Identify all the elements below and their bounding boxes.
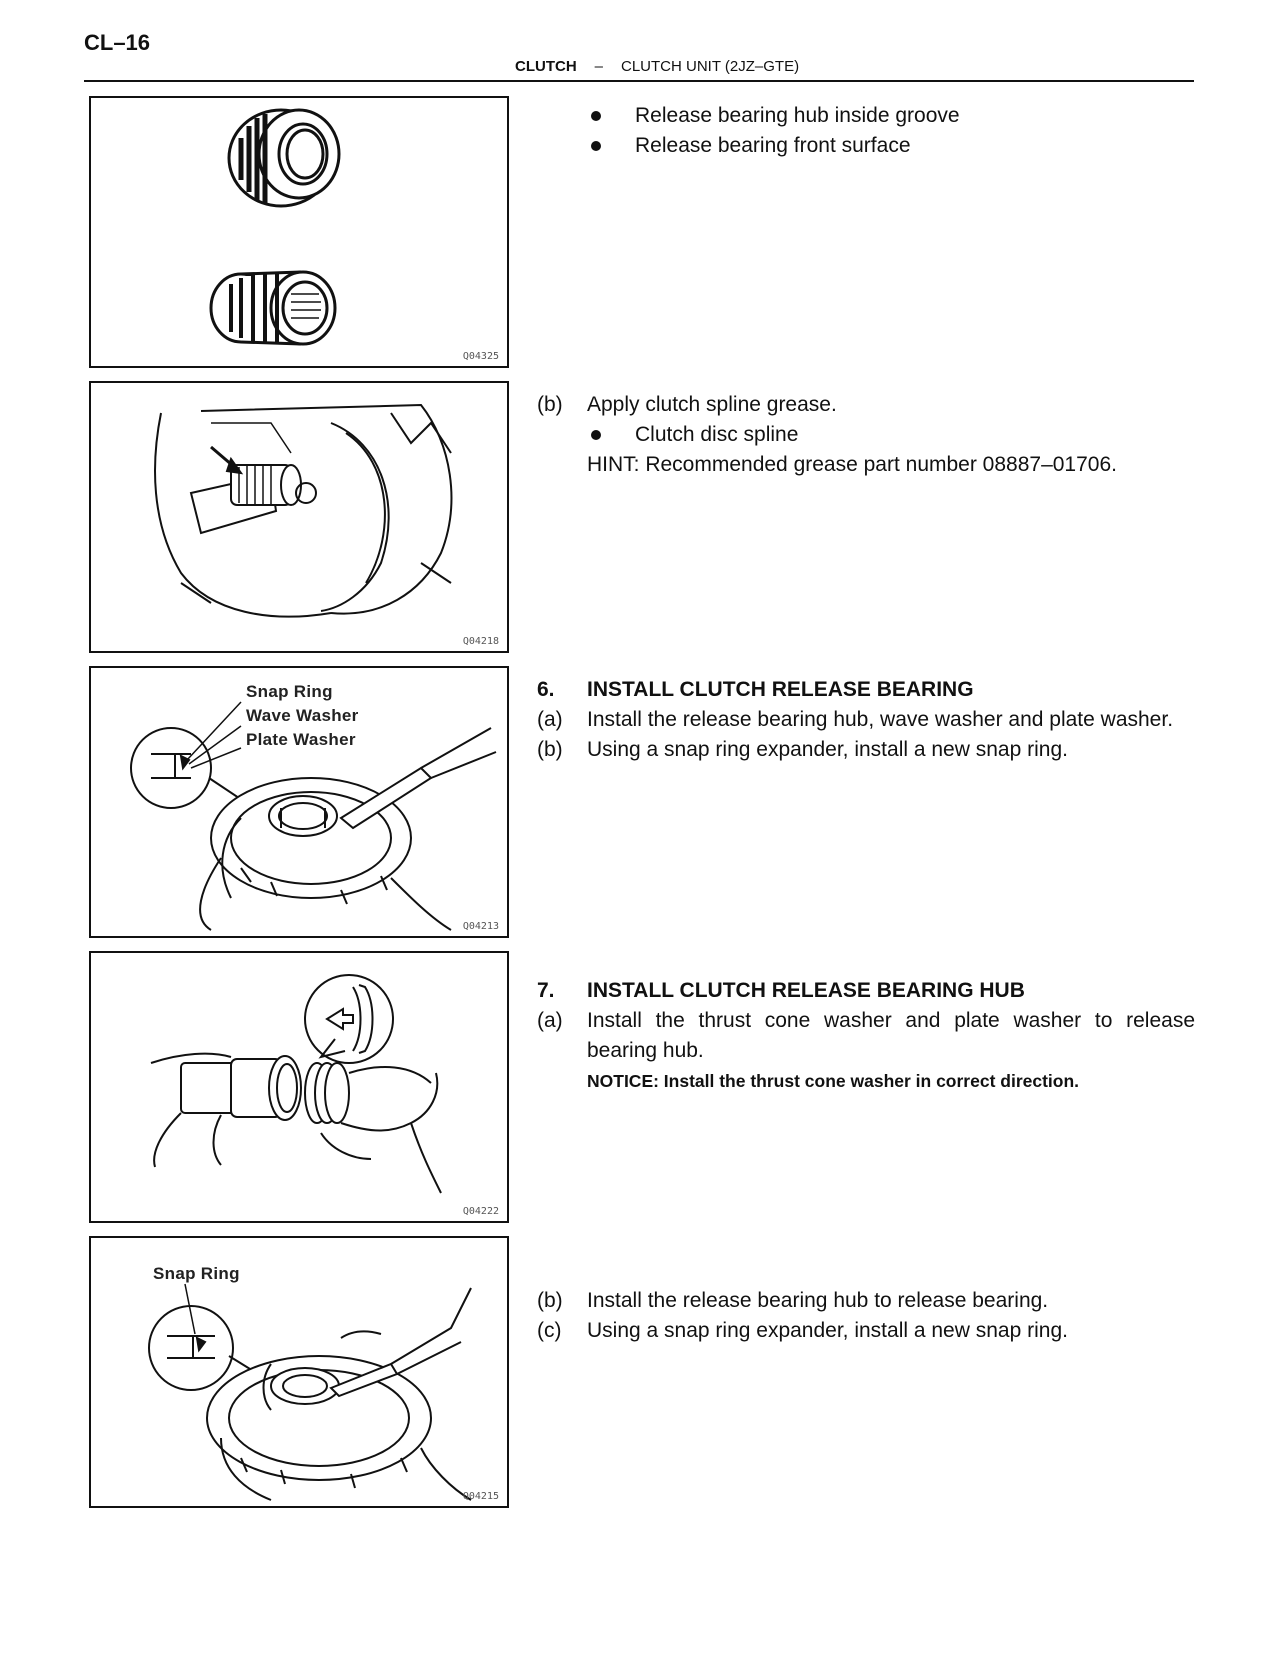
item-marker: (a): [537, 1009, 563, 1032]
instruction-item: [537, 390, 1195, 420]
item-marker: (b): [537, 738, 563, 761]
item-text: Using a snap ring expander, install a new snap ring.: [587, 1319, 1068, 1342]
instruction-item: [537, 705, 1195, 735]
figure-release-bearing-parts: [89, 96, 509, 368]
text-block-hub-install: [537, 1286, 1195, 1346]
figure-code: Q04325: [462, 351, 499, 362]
step-title: INSTALL CLUTCH RELEASE BEARING: [587, 678, 974, 701]
hint-text: HINT: Recommended grease part number 08887–01706.: [587, 453, 1117, 476]
notice-text: NOTICE: Install the thrust cone washer in correct direction.: [587, 1071, 1080, 1091]
step-title: INSTALL CLUTCH RELEASE BEARING HUB: [587, 979, 1025, 1002]
running-header: [515, 58, 799, 75]
instruction-item: [537, 1286, 1195, 1316]
header-section: CLUTCH: [515, 58, 577, 75]
release-bearing-illustration: [91, 98, 507, 366]
instruction-item: [537, 1316, 1195, 1346]
item-text: Install the thrust cone washer and plate washer to release bearing hub.: [587, 1009, 1195, 1062]
hub-washer-illustration: [91, 953, 507, 1221]
figure-spline-grease: [89, 381, 509, 653]
instruction-item: [537, 1006, 1195, 1066]
figure-code: Q04215: [462, 1491, 499, 1502]
item-marker: (b): [537, 1289, 563, 1312]
figure-label-plate-washer: Plate Washer: [246, 730, 356, 749]
step-heading: [537, 976, 1195, 1006]
figure-install-release-bearing: [89, 666, 509, 938]
figure-code: Q04213: [462, 921, 499, 932]
bullet-item: Release bearing front surface: [537, 131, 1195, 161]
item-text: Apply clutch spline grease.: [587, 393, 837, 416]
step-heading: [537, 675, 1195, 705]
item-text: Install the release bearing hub, wave washer and plate washer.: [587, 708, 1174, 731]
item-marker: (b): [537, 393, 563, 416]
header-rule: [84, 80, 1194, 82]
item-text: Using a snap ring expander, install a new snap ring.: [587, 738, 1068, 761]
item-marker: (a): [537, 708, 563, 731]
item-marker: (c): [537, 1319, 562, 1342]
header-separator: –: [594, 58, 603, 75]
bullet-item: Release bearing hub inside groove: [537, 101, 1195, 131]
figure-thrust-cone-washer: [89, 951, 509, 1223]
text-block-spline-grease: [537, 390, 1195, 480]
figure-label-snap-ring: Snap Ring: [246, 682, 333, 701]
page-number: CL–16: [84, 30, 151, 55]
header-subsection: CLUTCH UNIT (2JZ–GTE): [621, 58, 800, 75]
item-text: Install the release bearing hub to release bearing.: [587, 1289, 1049, 1312]
figure-label-wave-washer: Wave Washer: [246, 706, 359, 725]
transmission-spline-illustration: [91, 383, 507, 651]
text-block-bearing-surfaces: [537, 101, 1195, 161]
step-number: 6.: [537, 678, 555, 701]
text-block-step-6: [537, 675, 1195, 765]
text-block-step-7: [537, 976, 1195, 1096]
figure-code: Q04218: [462, 636, 499, 647]
instruction-item: [537, 735, 1195, 765]
bullet-item: Clutch disc spline: [537, 420, 1195, 450]
figure-code: Q04222: [462, 1206, 499, 1217]
figure-label-snap-ring: Snap Ring: [153, 1264, 240, 1283]
figure-install-hub-snap-ring: [89, 1236, 509, 1508]
step-number: 7.: [537, 979, 555, 1002]
